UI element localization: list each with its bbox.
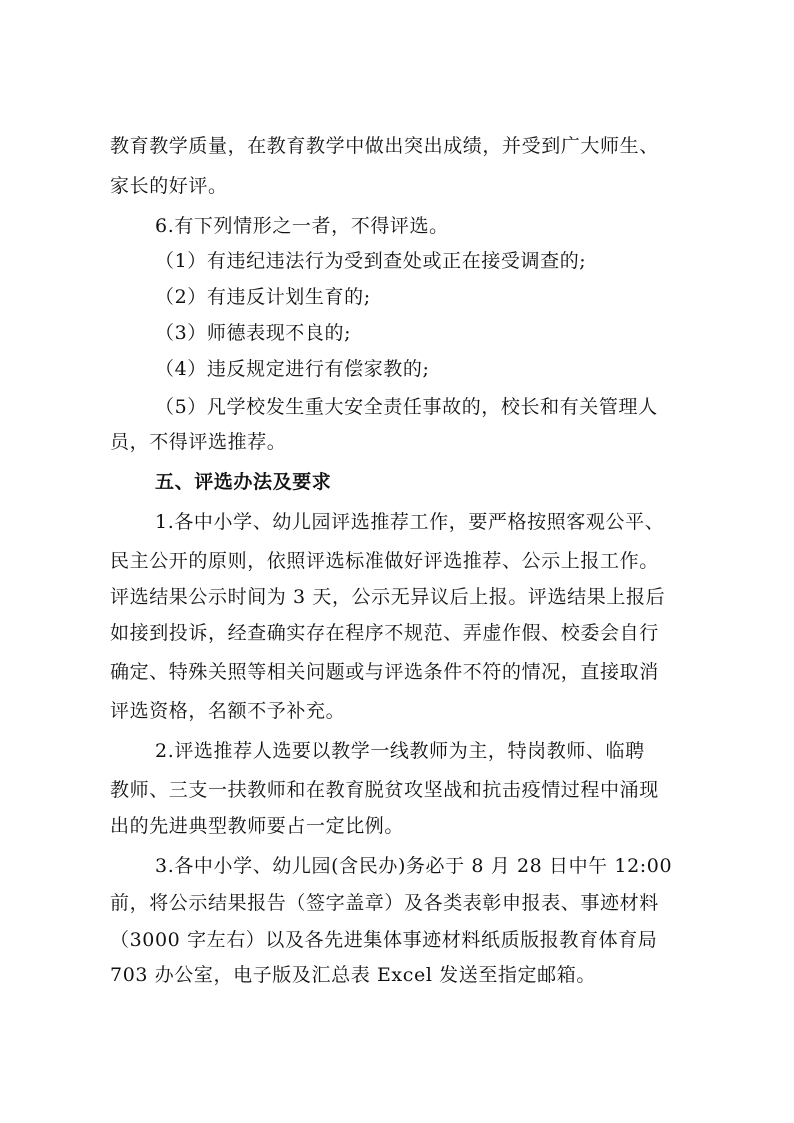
paragraph-line: 民主公开的原则，依照评选标准做好评选推荐、公示上报工作。 xyxy=(110,550,659,572)
paragraph-line: 家长的好评。 xyxy=(110,175,228,197)
paragraph-line: 评选资格，名额不予补充。 xyxy=(110,700,346,722)
paragraph-line: 2.评选推荐人选要以教学一线教师为主，特岗教师、临聘 xyxy=(155,740,645,762)
paragraph-line: 教育教学质量，在教育教学中做出突出成绩，并受到广大师生、 xyxy=(110,135,659,157)
paragraph-line: 1.各中小学、幼儿园评选推荐工作，要严格按照客观公平、 xyxy=(155,511,665,533)
paragraph-line: 前，将公示结果报告（签字盖章）及各类表彰申报表、事迹材料 xyxy=(110,892,659,914)
paragraph-line: （3000 字左右）以及各先进集体事迹材料纸质版报教育体育局 xyxy=(110,929,658,951)
list-item: （5）凡学校发生重大安全责任事故的，校长和有关管理人 xyxy=(155,396,658,418)
paragraph-line: 703 办公室，电子版及汇总表 Excel 发送至指定邮箱。 xyxy=(110,964,596,986)
paragraph-line: 出的先进典型教师要占一定比例。 xyxy=(110,815,405,837)
paragraph-line: 确定、特殊关照等相关问题或与评选条件不符的情况，直接取消 xyxy=(110,661,659,683)
paragraph-line: 员，不得评选推荐。 xyxy=(110,431,287,453)
paragraph-line: 评选结果公示时间为 3 天，公示无异议后上报。评选结果上报后 xyxy=(110,586,666,608)
paragraph-line: 3.各中小学、幼儿园(含民办)务必于 8 月 28 日中午 12:00 xyxy=(155,855,673,877)
paragraph-line: 如接到投诉，经查确实存在程序不规范、弄虚作假、校委会自行 xyxy=(110,622,659,644)
section-heading: 五、评选办法及要求 xyxy=(155,471,332,493)
list-item: （1）有违纪违法行为受到查处或正在接受调查的; xyxy=(155,250,587,272)
list-item: （3）师德表现不良的; xyxy=(155,322,352,344)
list-item: （2）有违反计划生育的; xyxy=(155,286,371,308)
paragraph-line: 教师、三支一扶教师和在教育脱贫攻坚战和抗击疫情过程中涌现 xyxy=(110,779,659,801)
list-item: 6.有下列情形之一者，不得评选。 xyxy=(155,215,449,237)
list-item: （4）违反规定进行有偿家教的; xyxy=(155,358,430,380)
